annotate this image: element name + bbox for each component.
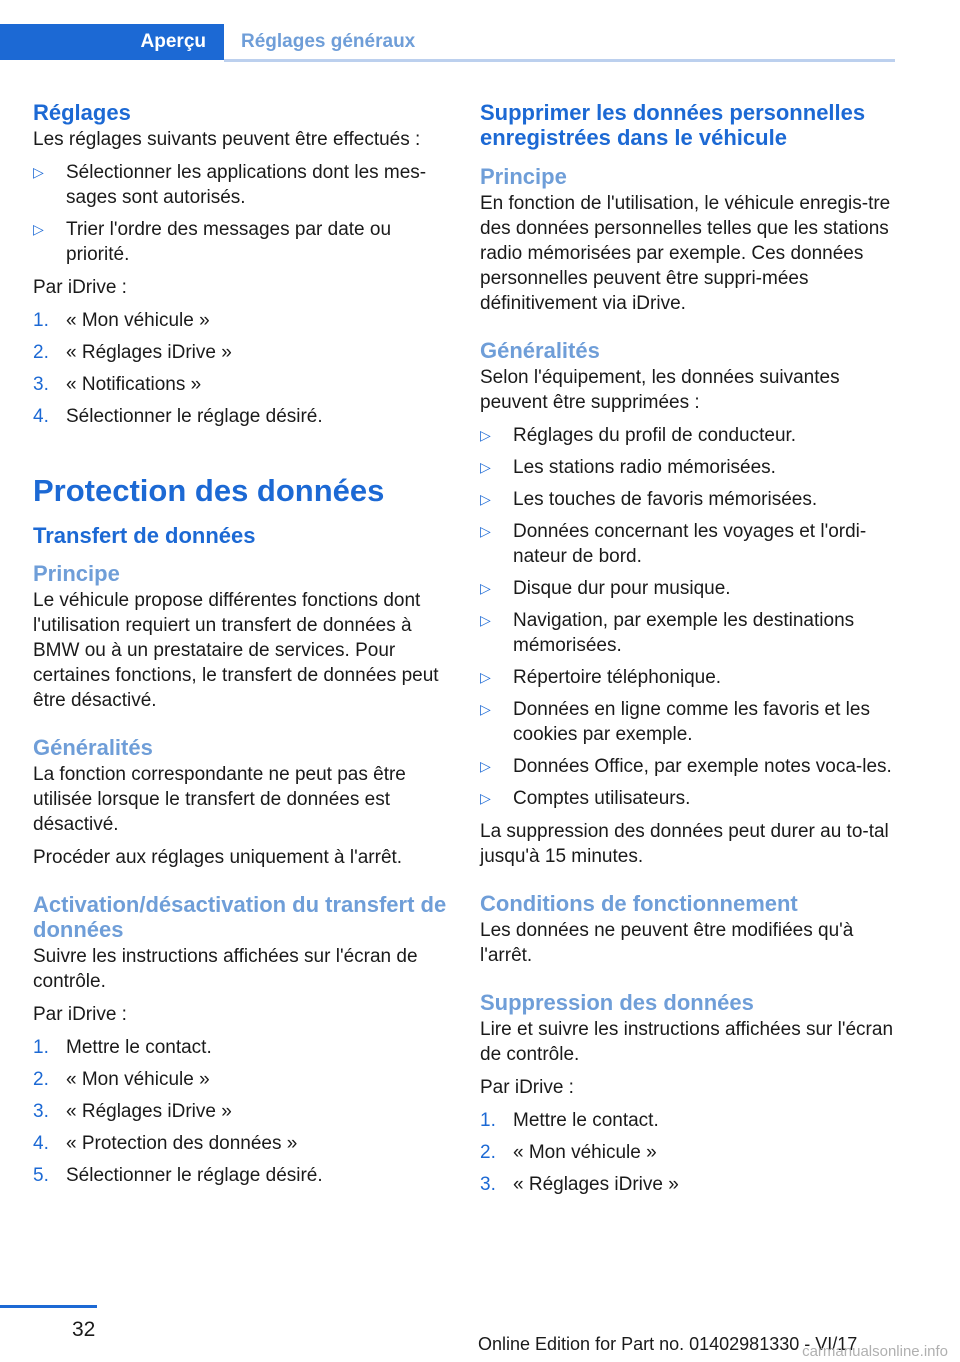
list-item: 4. Sélectionner le réglage désiré. xyxy=(33,406,323,427)
list-item: ▷ Comptes utilisateurs. xyxy=(480,788,691,809)
triangle-right-outline-icon: ▷ xyxy=(480,427,491,443)
chapter-title: Protection des données xyxy=(33,473,385,508)
subsection-title-conditions: Conditions de fonctionnement xyxy=(480,891,798,916)
list-item: ▷ Données concernant les voyages et l'ordi‐nateur de bord. xyxy=(480,521,867,567)
list-item: ▷ Réglages du profil de conducteur. xyxy=(480,425,797,446)
list-item: ▷ Trier l'ordre des messages par date ou priorité. xyxy=(33,219,392,265)
conditions-text: Les données ne peuvent être modifiées qu'à l'arrêt. xyxy=(480,920,854,966)
triangle-right-outline-icon: ▷ xyxy=(480,701,491,717)
tab-reglages-generaux[interactable]: Réglages généraux xyxy=(241,31,416,52)
list-item: 3. « Réglages iDrive » xyxy=(480,1174,679,1195)
generalites-text: Selon l'équipement, les données suivantes peuvent être supprimées : xyxy=(480,367,840,413)
par-idrive-label: Par iDrive : xyxy=(33,1004,127,1025)
footer-rule xyxy=(0,1305,97,1308)
list-item: ▷ Données en ligne comme les favoris et les cookies par exemple. xyxy=(480,699,870,745)
list-item: ▷ Disque dur pour musique. xyxy=(480,578,731,599)
triangle-right-outline-icon: ▷ xyxy=(480,669,491,685)
list-item: 1. Mettre le contact. xyxy=(480,1110,659,1131)
list-item: ▷ Les stations radio mémorisées. xyxy=(480,457,776,478)
generalites-text-2: Procéder aux réglages uniquement à l'arrêt. xyxy=(33,847,403,868)
list-item: ▷ Les touches de favoris mémorisées. xyxy=(480,489,818,510)
right-column xyxy=(480,100,896,1205)
triangle-right-outline-icon: ▷ xyxy=(480,491,491,507)
triangle-right-outline-icon: ▷ xyxy=(480,790,491,806)
left-column xyxy=(33,100,449,1196)
subsection-title-generalites: Généralités xyxy=(33,735,153,760)
generalites-bullet-list xyxy=(480,423,896,811)
reglages-steps xyxy=(33,308,449,429)
footer-edition: Online Edition for Part no. 01402981330 - VI/17 xyxy=(478,1334,858,1354)
triangle-right-outline-icon: ▷ xyxy=(33,164,44,180)
list-item: 5. Sélectionner le réglage désiré. xyxy=(33,1165,323,1186)
tab-apercu[interactable]: Aperçu xyxy=(0,24,224,60)
section-title-supprimer: Supprimer les données personnelles enregistrées dans le véhicule xyxy=(480,100,866,150)
list-item: 1. Mettre le contact. xyxy=(33,1037,212,1058)
section-title-reglages: Réglages xyxy=(33,100,131,125)
list-item: 2. « Mon véhicule » xyxy=(33,1069,210,1090)
activation-text: Suivre les instructions affichées sur l'écran de contrôle. xyxy=(33,946,418,992)
list-item: ▷ Répertoire téléphonique. xyxy=(480,667,722,688)
list-item: 2. « Réglages iDrive » xyxy=(33,342,232,363)
tab-underline xyxy=(224,59,895,62)
watermark: carmanualsonline.info xyxy=(802,1343,948,1360)
page-number: 32 xyxy=(72,1318,96,1341)
reglages-bullet-list xyxy=(33,160,449,267)
reglages-intro: Les réglages suivants peuvent être effectués : xyxy=(33,129,421,150)
list-item: ▷ Sélectionner les applications dont les mes‐sages sont autorisés. xyxy=(33,162,427,208)
subsection-title-activation: Activation/désactivation du transfert de données xyxy=(33,892,447,942)
subsection-title-suppression: Suppression des données xyxy=(480,990,754,1015)
subsection-title-principe: Principe xyxy=(33,561,120,586)
triangle-right-outline-icon: ▷ xyxy=(480,459,491,475)
triangle-right-outline-icon: ▷ xyxy=(480,580,491,596)
subsection-title-generalites: Généralités xyxy=(480,338,600,363)
triangle-right-outline-icon: ▷ xyxy=(480,612,491,628)
triangle-right-outline-icon: ▷ xyxy=(33,221,44,237)
list-item: 1. « Mon véhicule » xyxy=(33,310,210,331)
triangle-right-outline-icon: ▷ xyxy=(480,758,491,774)
list-item: 4. « Protection des données » xyxy=(33,1133,298,1154)
par-idrive-label: Par iDrive : xyxy=(480,1077,574,1098)
section-title-transfert: Transfert de données xyxy=(33,523,256,548)
principe-text: Le véhicule propose différentes fonctions dont l'utilisation requiert un transfert de données à BMW ou à un prestataire de services. Pour certaines fonctions, le transfert de données peut être désactivé. xyxy=(33,590,439,711)
list-item: ▷ Navigation, par exemple les destinations mémorisées. xyxy=(480,610,855,656)
par-idrive-label: Par iDrive : xyxy=(33,277,127,298)
header-tabbar xyxy=(0,24,895,62)
list-item: ▷ Données Office, par exemple notes voca‐les. xyxy=(480,756,892,777)
list-item: 3. « Notifications » xyxy=(33,374,202,395)
list-item: 2. « Mon véhicule » xyxy=(480,1142,657,1163)
duration-note: La suppression des données peut durer au to‐tal jusqu'à 15 minutes. xyxy=(480,821,889,867)
list-item: 3. « Réglages iDrive » xyxy=(33,1101,232,1122)
subsection-title-principe: Principe xyxy=(480,164,567,189)
suppression-text: Lire et suivre les instructions affichées sur l'écran de contrôle. xyxy=(480,1019,894,1065)
triangle-right-outline-icon: ▷ xyxy=(480,523,491,539)
generalites-text-1: La fonction correspondante ne peut pas être utilisée lorsque le transfert de données est désactivé. xyxy=(33,764,406,835)
suppression-steps xyxy=(480,1108,896,1197)
activation-steps xyxy=(33,1035,449,1188)
principe-text: En fonction de l'utilisation, le véhicule enregis‐tre des données personnelles telles que les stations radio mémorisées par exemple. Ces données personnelles peuvent être suppri‐mées définitivement via iDrive. xyxy=(480,193,891,314)
